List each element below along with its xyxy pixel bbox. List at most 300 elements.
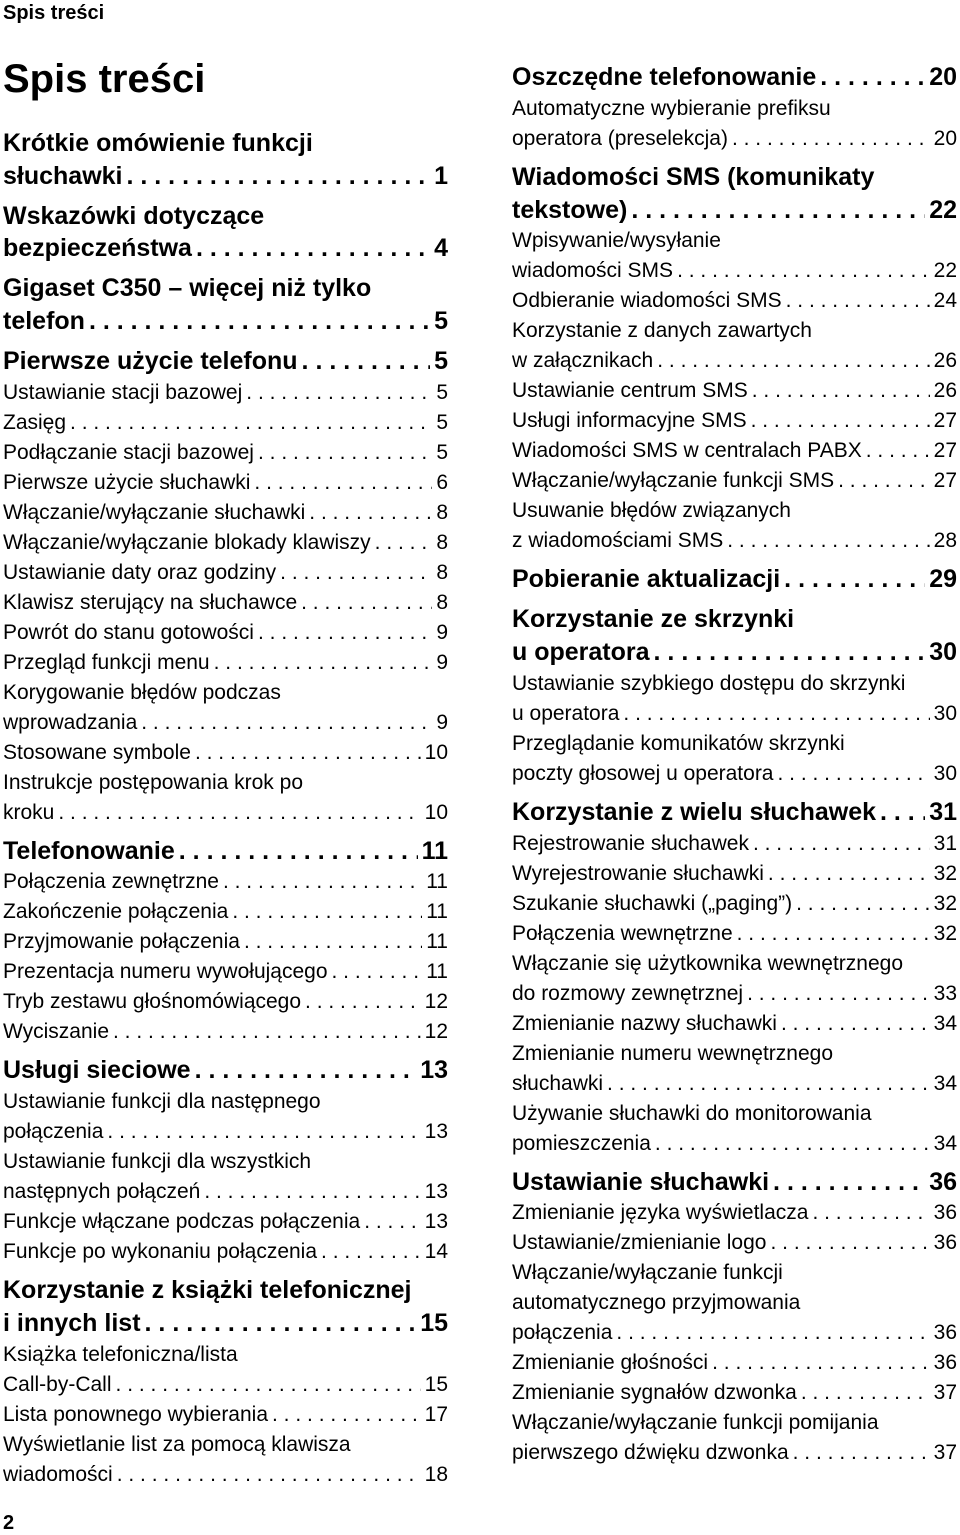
toc-entry-odbieranie-wiadomosci-sms [512, 286, 957, 316]
dot-leader [880, 796, 925, 829]
toc-page-number: 8 [436, 530, 448, 554]
dot-leader [254, 468, 432, 498]
toc-section-uslugi-sieciowe [3, 1054, 448, 1087]
toc-entry-uslugi-informacyjne-sms [512, 406, 957, 436]
toc-entry-title: Funkcje włączane podczas połączenia [3, 1210, 361, 1234]
toc-entry-row [3, 798, 448, 828]
dot-leader [753, 829, 930, 859]
toc-entry-row [512, 859, 957, 889]
toc-entry-row [3, 305, 448, 338]
toc-entry-title: Usługi sieciowe [3, 1056, 191, 1085]
toc-page-number: 36 [933, 1321, 957, 1345]
toc-entry-title: Ustawianie słuchawki [512, 1167, 770, 1196]
dot-leader [58, 798, 420, 828]
dot-leader [70, 408, 432, 438]
toc-entry-wlaczanie-wylaczanie-sluchawki [3, 498, 448, 528]
dot-leader [302, 345, 431, 378]
toc-column-right [512, 61, 957, 1468]
toc-page-number: 11 [421, 836, 448, 865]
toc-page-number: 15 [424, 1372, 448, 1396]
toc-entry-title: Ustawianie daty oraz godziny [3, 560, 277, 584]
dot-leader [747, 979, 930, 1009]
toc-entry-row [3, 1017, 448, 1047]
toc-entry-row [512, 61, 957, 94]
toc-entry-row [3, 897, 448, 927]
toc-entry-title: słuchawki [3, 161, 123, 190]
toc-entry-title-line: Krótkie omówienie funkcji [3, 129, 313, 157]
toc-entry-polaczenia-zewnetrzne [3, 867, 448, 897]
toc-entry-przeglad-funkcji-menu [3, 648, 448, 678]
toc-page-number: 17 [424, 1402, 448, 1426]
toc-page-number: 30 [933, 761, 957, 785]
toc-entry-title: słuchawki [512, 1071, 604, 1095]
toc-entry-title: Przegląd funkcji menu [3, 650, 210, 674]
dot-leader [773, 1166, 925, 1199]
toc-entry-row [3, 408, 448, 438]
toc-entry-title-line: Wiadomości SMS (komunikaty [512, 162, 875, 191]
toc-section-korzystanie-z-wielu-sluchawek [512, 796, 957, 829]
toc-entry-row [512, 1228, 957, 1258]
toc-entry-title: wiadomości [3, 1462, 113, 1486]
toc-page-number: 22 [933, 259, 957, 283]
toc-section-pierwsze-uzycie-telefonu [3, 345, 448, 378]
dot-leader [768, 859, 930, 889]
toc-entry-row [3, 232, 448, 265]
dot-leader [631, 194, 925, 227]
toc-entry-title-line: Usuwanie błędów związanych [512, 499, 791, 523]
toc-entry-row [3, 738, 448, 768]
toc-entry-title: Zmienianie sygnałów dzwonka [512, 1381, 797, 1405]
toc-page-number: 1 [434, 161, 448, 190]
toc-entry-row [512, 1198, 957, 1228]
dot-leader [145, 1307, 417, 1340]
toc-entry-lista-ponownego-wybierania [3, 1400, 448, 1430]
dot-leader [301, 588, 432, 618]
toc-page-number: 4 [434, 234, 448, 263]
toc-page-number: 11 [426, 930, 448, 954]
toc-page-number: 11 [426, 960, 448, 984]
toc-page-number: 12 [424, 1020, 448, 1044]
toc-page-number: 32 [933, 921, 957, 945]
toc-page-number: 13 [424, 1120, 448, 1144]
dot-leader [232, 897, 422, 927]
toc-page-number: 34 [933, 1131, 957, 1155]
toc-page-number: 10 [424, 800, 448, 824]
toc-entry-title: Usługi informacyjne SMS [512, 409, 747, 433]
toc-entry-title: Pobieranie aktualizacji [512, 565, 781, 594]
toc-entry-title: Korzystanie z wielu słuchawek [512, 797, 877, 826]
toc-entry-wiadomosci-sms-w-centralach-pabx [512, 436, 957, 466]
toc-entry-row [512, 979, 957, 1009]
toc-entry-title-line: Przeglądanie komunikatów skrzynki [512, 731, 845, 755]
dot-leader [677, 256, 930, 286]
toc-section-wskazowki-dotyczace-bezpieczenstwa [3, 200, 448, 266]
toc-entry-title: Pierwsze użycie telefonu [3, 346, 298, 375]
toc-entry-wlaczanie-wylaczanie-funkcji-pomijania-p [512, 1408, 957, 1468]
toc-entry-wyswietlanie-list-za-pomoca-klawisza-wia [3, 1430, 448, 1490]
dot-leader [866, 436, 930, 466]
toc-entry-title: Powrót do stanu gotowości [3, 620, 254, 644]
toc-page-number: 5 [436, 410, 448, 434]
toc-page-number: 36 [933, 1231, 957, 1255]
toc-entry-uzywanie-sluchawki-do-monitorowania-pomi [512, 1099, 957, 1159]
toc-entry-stosowane-symbole [3, 738, 448, 768]
dot-leader [784, 563, 925, 596]
toc-entry-title: wiadomości SMS [512, 259, 674, 283]
dot-leader [657, 346, 929, 376]
toc-page-number: 13 [424, 1210, 448, 1234]
toc-entry-row [512, 1378, 957, 1408]
toc-page-number: 37 [933, 1381, 957, 1405]
toc-entry-row [3, 987, 448, 1017]
toc-entry-title: Zmienianie głośności [512, 1351, 709, 1375]
toc-entry-row [512, 1129, 957, 1159]
toc-page-number: 27 [933, 439, 957, 463]
dot-leader [244, 927, 422, 957]
toc-entry-funkcje-wlaczane-podczas-polaczenia [3, 1207, 448, 1237]
dot-leader [781, 1009, 930, 1039]
toc-entry-row [3, 160, 448, 193]
toc-entry-row [512, 563, 957, 596]
toc-entry-row [3, 957, 448, 987]
toc-entry-title: do rozmowy zewnętrznej [512, 981, 744, 1005]
toc-page-number: 26 [933, 379, 957, 403]
toc-page-number: 36 [929, 1167, 957, 1196]
toc-entry-row [3, 588, 448, 618]
toc-page-number: 27 [933, 469, 957, 493]
toc-page-number: 13 [424, 1180, 448, 1204]
dot-leader [838, 466, 930, 496]
toc-entry-row [512, 406, 957, 436]
dot-leader [246, 378, 432, 408]
toc-page-number: 9 [436, 650, 448, 674]
toc-entry-korygowanie-bledow-podczas-wprowadzania [3, 678, 448, 738]
toc-entry-title: poczty głosowej u operatora [512, 761, 774, 785]
toc-entry-polaczenia-wewnetrzne [512, 919, 957, 949]
toc-entry-title: połączenia [512, 1321, 613, 1345]
toc-entry-ustawianie-funkcji-dla-wszystkich-nastep [3, 1147, 448, 1207]
toc-entry-row [512, 636, 957, 669]
toc-entry-title: Przyjmowanie połączenia [3, 930, 240, 954]
toc-entry-row [3, 867, 448, 897]
dot-leader [375, 528, 433, 558]
toc-entry-title-line: Zmienianie numeru wewnętrznego [512, 1041, 833, 1065]
toc-entry-row [512, 256, 957, 286]
toc-entry-row [3, 1237, 448, 1267]
toc-entry-szukanie-sluchawki-paging [512, 889, 957, 919]
toc-entry-usuwanie-bledow-zwiazanych-z-wiadomoscia [512, 496, 957, 556]
dot-leader [770, 1228, 929, 1258]
dot-leader [801, 1378, 930, 1408]
toc-entry-title: pierwszego dźwięku dzwonka [512, 1441, 789, 1465]
dot-leader [820, 61, 925, 94]
toc-section-telefonowanie [3, 835, 448, 868]
toc-entry-tryb-zestawu-glosnomowiacego [3, 987, 448, 1017]
dot-leader [195, 738, 421, 768]
toc-entry-row [3, 648, 448, 678]
toc-page-number: 20 [933, 126, 957, 150]
dot-leader [117, 1460, 421, 1490]
dot-leader [732, 124, 930, 154]
toc-entry-row [3, 927, 448, 957]
toc-entry-wpisywanie-wysylanie-wiadomosci-sms [512, 226, 957, 286]
toc-entry-rejestrowanie-sluchawek [512, 829, 957, 859]
toc-entry-row [512, 346, 957, 376]
toc-page-number: 31 [929, 797, 957, 826]
toc-entry-title: Szukanie słuchawki („paging”) [512, 891, 793, 915]
toc-entry-row [512, 759, 957, 789]
toc-page-number: 32 [933, 891, 957, 915]
toc-section-krotkie-omowienie-funkcji-sluchawki [3, 127, 448, 193]
toc-entry-ustawianie-daty-oraz-godziny [3, 558, 448, 588]
dot-leader [796, 889, 930, 919]
toc-column-left [3, 127, 448, 1490]
dot-leader [727, 526, 929, 556]
toc-entry-title: połączenia [3, 1120, 104, 1144]
toc-entry-row [512, 1069, 957, 1099]
dot-leader [113, 1017, 421, 1047]
dot-leader [280, 558, 432, 588]
dot-leader [107, 1117, 420, 1147]
toc-entry-row [3, 618, 448, 648]
toc-page-number: 28 [933, 529, 957, 553]
toc-entry-row [512, 194, 957, 227]
toc-page-number: 11 [426, 900, 448, 924]
toc-entry-title: tekstowe) [512, 195, 628, 224]
toc-entry-title: pomieszczenia [512, 1131, 651, 1155]
toc-entry-korzystanie-z-danych-zawartych-w-zalaczn [512, 316, 957, 376]
dot-leader [196, 232, 430, 265]
toc-page-number: 24 [933, 289, 957, 313]
toc-page-number: 29 [929, 565, 957, 594]
toc-entry-zakonczenie-polaczenia [3, 897, 448, 927]
toc-entry-row [512, 286, 957, 316]
toc-entry-title-line: Korzystanie ze skrzynki [512, 605, 795, 634]
toc-entry-row [512, 1348, 957, 1378]
toc-page-number: 8 [436, 560, 448, 584]
dot-leader [751, 406, 930, 436]
toc-entry-title: następnych połączeń [3, 1180, 201, 1204]
toc-page-number: 34 [933, 1011, 957, 1035]
toc-entry-row [3, 345, 448, 378]
toc-entry-przegladanie-komunikatow-skrzynki-poczty [512, 729, 957, 789]
toc-entry-row [512, 124, 957, 154]
toc-entry-row [512, 466, 957, 496]
toc-page-number: 9 [436, 710, 448, 734]
toc-entry-ustawianie-funkcji-dla-nastepnego-polacz [3, 1087, 448, 1147]
toc-entry-title-line: Korygowanie błędów podczas [3, 680, 281, 704]
toc-entry-title: Telefonowanie [3, 836, 175, 865]
toc-entry-title: Odbieranie wiadomości SMS [512, 289, 782, 313]
dot-leader [204, 1177, 420, 1207]
toc-page-number: 5 [436, 440, 448, 464]
toc-page-number: 18 [424, 1462, 448, 1486]
toc-entry-automatyczne-wybieranie-prefiksu-operato [512, 94, 957, 154]
toc-entry-title: Funkcje po wykonaniu połączenia [3, 1240, 318, 1264]
dot-leader [214, 648, 433, 678]
toc-entry-title: Podłączanie stacji bazowej [3, 440, 254, 464]
toc-page-number: 20 [929, 63, 957, 91]
toc-entry-row [512, 1318, 957, 1348]
toc-entry-title: Oszczędne telefonowanie [512, 63, 817, 91]
toc-page-number: 5 [434, 346, 448, 375]
toc-page-number: 13 [420, 1056, 448, 1085]
toc-section-gigaset-c350-wiecej-niz-tylko-telefon [3, 272, 448, 338]
toc-page-number: 30 [933, 701, 957, 725]
toc-entry-title-line: Włączanie/wyłączanie funkcji pomijania [512, 1411, 879, 1435]
toc-entry-row [3, 468, 448, 498]
toc-entry-row [512, 796, 957, 829]
toc-page-number: 26 [933, 349, 957, 373]
toc-entry-title-line: Używanie słuchawki do monitorowania [512, 1101, 872, 1125]
toc-entry-title: w załącznikach [512, 349, 654, 373]
toc-entry-row [512, 1009, 957, 1039]
toc-entry-title: i innych list [3, 1308, 141, 1337]
toc-entry-row [3, 1054, 448, 1087]
toc-page-number: 5 [434, 306, 448, 335]
toc-page-number: 11 [426, 870, 448, 894]
toc-section-korzystanie-ze-skrzynki-u-operatora [512, 603, 957, 669]
toc-entry-title-line: Włączanie/wyłączanie funkcji [512, 1261, 783, 1285]
toc-page-number: 8 [436, 500, 448, 524]
toc-entry-zmienianie-glosnosci [512, 1348, 957, 1378]
toc-entry-ustawianie-zmienianie-logo [512, 1228, 957, 1258]
toc-entry-wlaczanie-wylaczanie-funkcji-automatyczn [512, 1258, 957, 1348]
toc-entry-funkcje-po-wykonaniu-polaczenia [3, 1237, 448, 1267]
toc-entry-row [3, 708, 448, 738]
toc-entry-zmienianie-nazwy-sluchawki [512, 1009, 957, 1039]
toc-entry-title-line: Ustawianie szybkiego dostępu do skrzynki [512, 671, 906, 695]
toc-entry-row [3, 438, 448, 468]
toc-entry-title: Zakończenie połączenia [3, 900, 229, 924]
toc-entry-przyjmowanie-polaczenia [3, 927, 448, 957]
toc-entry-ustawianie-szybkiego-dostepu-do-skrzynki [512, 669, 957, 729]
toc-page-number: 37 [933, 1441, 957, 1465]
toc-entry-wyciszanie [3, 1017, 448, 1047]
toc-entry-title-line: Gigaset C350 – więcej niż tylko [3, 274, 372, 303]
dot-leader [179, 835, 418, 868]
toc-page-number: 6 [436, 470, 448, 494]
toc-entry-row [512, 436, 957, 466]
toc-entry-klawisz-sterujacy-na-sluchawce [3, 588, 448, 618]
toc-page-number: 12 [424, 990, 448, 1014]
toc-page-number: 32 [933, 861, 957, 885]
toc-entry-row [512, 829, 957, 859]
dot-leader [616, 1318, 929, 1348]
toc-entry-title: Pierwsze użycie słuchawki [3, 470, 251, 494]
toc-page-number: 33 [933, 981, 957, 1005]
toc-entry-row [512, 1438, 957, 1468]
toc-entry-ustawianie-centrum-sms [512, 376, 957, 406]
toc-page-number: 8 [436, 590, 448, 614]
toc-entry-title: Wyrejestrowanie słuchawki [512, 861, 764, 885]
toc-entry-powrot-do-stanu-gotowosci [3, 618, 448, 648]
dot-leader [655, 1129, 930, 1159]
toc-section-ustawianie-sluchawki [512, 1166, 957, 1199]
dot-leader [654, 636, 926, 669]
toc-entry-title: bezpieczeństwa [3, 234, 192, 263]
toc-page-number: 9 [436, 620, 448, 644]
dot-leader [127, 160, 431, 193]
toc-section-oszczedne-telefonowanie [512, 61, 957, 94]
toc-section-korzystanie-z-ksiazki-telefonicznej-i-in [3, 1274, 448, 1340]
toc-entry-title: Zmienianie języka wyświetlacza [512, 1201, 809, 1225]
page-title: Spis treści [3, 57, 206, 101]
toc-entry-title: Ustawianie stacji bazowej [3, 380, 243, 404]
toc-entry-title: Rejestrowanie słuchawek [512, 831, 749, 855]
toc-entry-row [3, 498, 448, 528]
toc-entry-row [3, 1207, 448, 1237]
toc-entry-title: Ustawianie centrum SMS [512, 379, 748, 403]
running-header: Spis treści [3, 2, 105, 24]
toc-entry-podlaczanie-stacji-bazowej [3, 438, 448, 468]
toc-entry-zmienianie-sygnalow-dzwonka [512, 1378, 957, 1408]
toc-entry-wlaczanie-wylaczanie-blokady-klawiszy [3, 528, 448, 558]
dot-leader [223, 867, 422, 897]
toc-entry-title: u operatora [512, 637, 650, 666]
toc-entry-title-line: Automatyczne wybieranie prefiksu [512, 96, 831, 120]
toc-entry-row [512, 699, 957, 729]
toc-page-number: 31 [933, 831, 957, 855]
toc-entry-row [3, 1370, 448, 1400]
dot-leader [607, 1069, 930, 1099]
toc-page-number: 14 [424, 1240, 448, 1264]
toc-page-number: 10 [424, 740, 448, 764]
toc-entry-ustawianie-stacji-bazowej [3, 378, 448, 408]
toc-entry-title: Wiadomości SMS w centralach PABX [512, 439, 862, 463]
dot-leader [141, 708, 432, 738]
dot-leader [321, 1237, 421, 1267]
dot-leader [752, 376, 930, 406]
toc-entry-pierwsze-uzycie-sluchawki [3, 468, 448, 498]
toc-entry-title: telefon [3, 306, 85, 335]
dot-leader [195, 1054, 417, 1087]
toc-entry-row [3, 835, 448, 868]
page-number: 2 [3, 1512, 15, 1534]
toc-entry-row [3, 378, 448, 408]
toc-entry-title: Wyciszanie [3, 1020, 110, 1044]
toc-page-number: 36 [933, 1201, 957, 1225]
toc-entry-wlaczanie-wylaczanie-funkcji-sms [512, 466, 957, 496]
toc-page-number: 15 [420, 1308, 448, 1337]
toc-entry-title: Call-by-Call [3, 1372, 112, 1396]
dot-leader [786, 286, 930, 316]
toc-section-pobieranie-aktualizacji [512, 563, 957, 596]
toc-entry-row [3, 1400, 448, 1430]
toc-entry-title-line: Ustawianie funkcji dla następnego [3, 1090, 321, 1114]
toc-entry-title: wprowadzania [3, 710, 138, 734]
dot-leader [812, 1198, 929, 1228]
toc-entry-zasieg [3, 408, 448, 438]
dot-leader [309, 498, 432, 528]
toc-entry-row [512, 1166, 957, 1199]
toc-entry-zmienianie-numeru-wewnetrznego-sluchawki [512, 1039, 957, 1099]
toc-entry-title: u operatora [512, 701, 620, 725]
toc-page-number: 34 [933, 1071, 957, 1095]
toc-page-number: 36 [933, 1351, 957, 1375]
dot-leader [737, 919, 930, 949]
toc-entry-title-line: Korzystanie z danych zawartych [512, 319, 812, 343]
dot-leader [793, 1438, 930, 1468]
dot-leader [712, 1348, 930, 1378]
toc-entry-title: Prezentacja numeru wywołującego [3, 960, 328, 984]
toc-entry-prezentacja-numeru-wywolujacego [3, 957, 448, 987]
dot-leader [332, 957, 423, 987]
toc-entry-wyrejestrowanie-sluchawki [512, 859, 957, 889]
toc-entry-title: Włączanie/wyłączanie funkcji SMS [512, 469, 835, 493]
toc-entry-instrukcje-postepowania-krok-po-kroku [3, 768, 448, 828]
toc-entry-title: Połączenia wewnętrzne [512, 921, 733, 945]
